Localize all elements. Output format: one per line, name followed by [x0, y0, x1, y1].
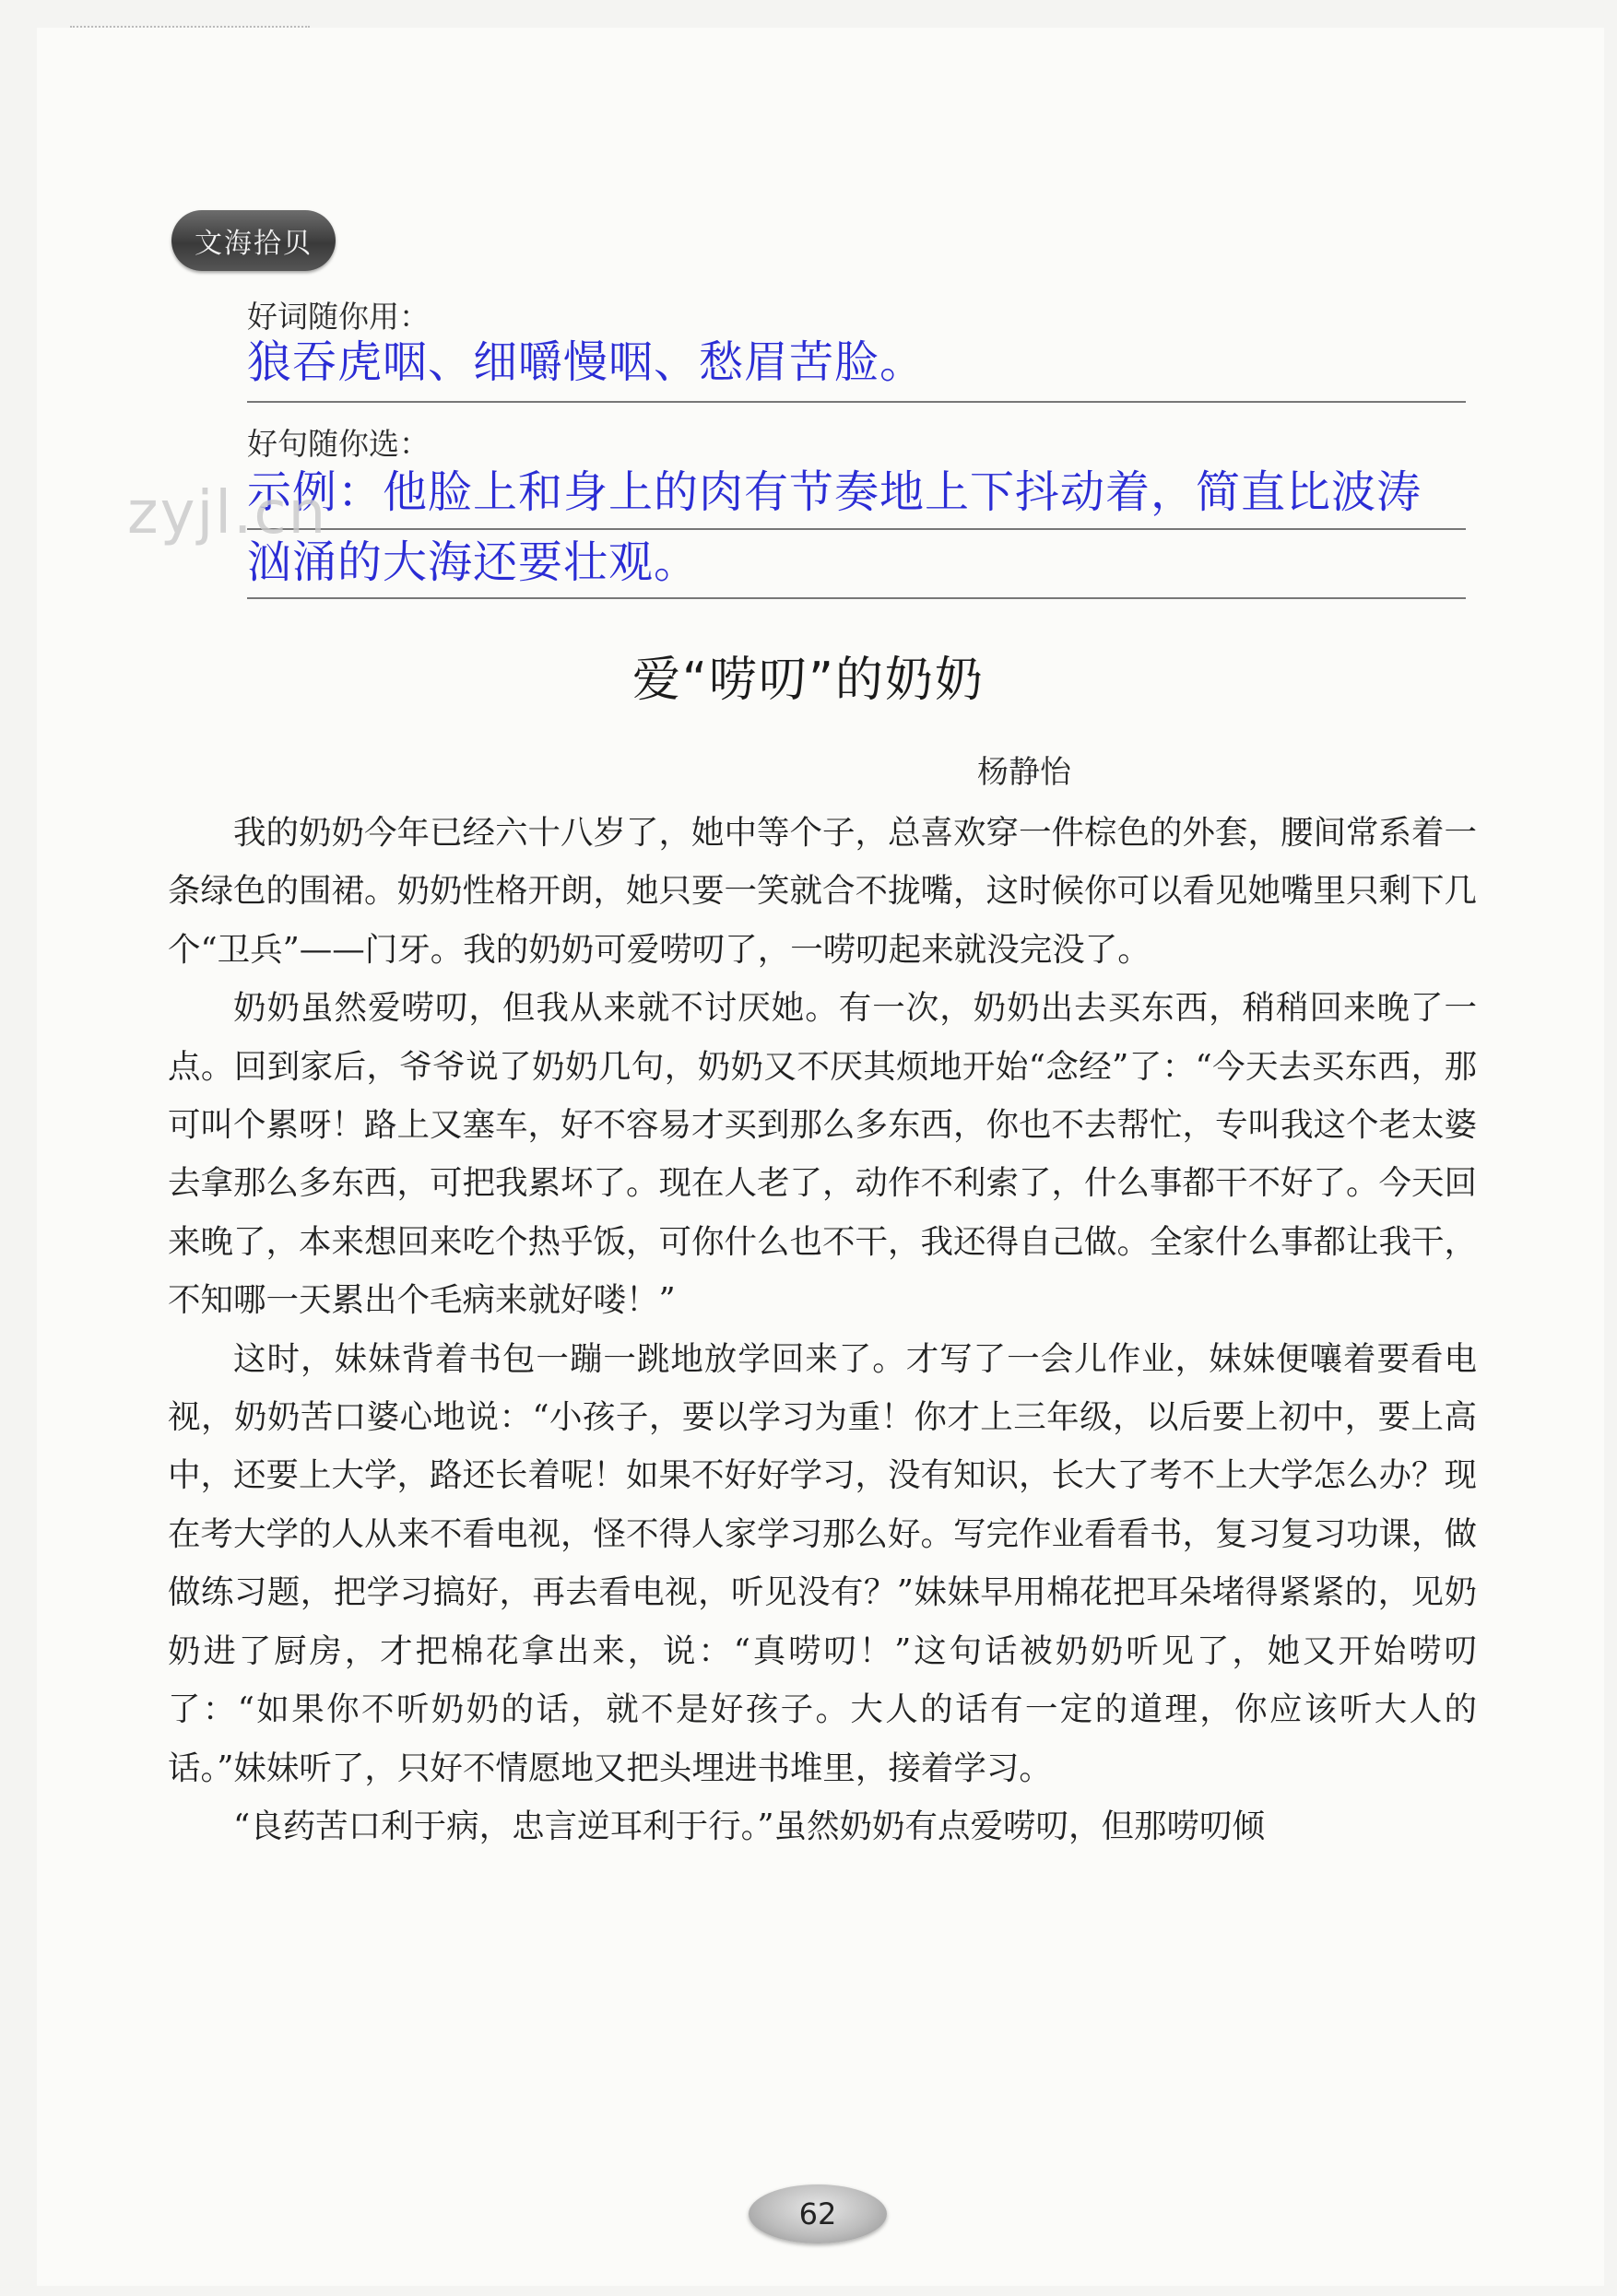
- article-paragraph: 这时，妹妹背着书包一蹦一跳地放学回来了。才写了一会儿作业，妹妹便嚷着要看电视，奶奶苦口婆心地说：“小孩子，要以学习为重！你才上三年级，以后要上初中，要上高中，还要上大学，路还长着呢！如果不好好学习，没有知识，长大了考不上大学怎么办？现在考大学的人从来不看电视，怪不得人家学习那么好。写完作业看看书，复习复习功课，做做练习题，把学习搞好，再去看电视，听见没有？”妹妹早用棉花把耳朵堵得紧紧的，见奶奶进了厨房，才把棉花拿出来，说：“真唠叨！”这句话被奶奶听见了，她又开始唠叨了：“如果你不听奶奶的话，就不是好孩子。大人的话有一定的道理，你应该听大人的话。”妹妹听了，只好不情愿地又把头埋进书堆里，接着学习。: [168, 1339, 1478, 1787]
- page-number: 62: [749, 2184, 887, 2243]
- scan-corner-mark: [70, 26, 310, 33]
- article-paragraph: “良药苦口利于病，忠言逆耳利于行。”虽然奶奶有点爱唠叨，但那唠叨倾: [233, 1807, 1266, 1845]
- good-words-label: 好词随你用：: [247, 299, 430, 335]
- good-sentences-answer-line-2: [247, 597, 1466, 599]
- good-sentences-answer: 示例：他脸上和身上的肉有节奏地上下抖动着，简直比波涛汹涌的大海还要壮观。: [247, 466, 1422, 588]
- good-words-answer: 狼吞虎咽、细嚼慢咽、愁眉苦脸。: [247, 336, 926, 388]
- article-title: 爱“唠叨”的奶奶: [632, 653, 985, 708]
- article-author: 杨静怡: [977, 754, 1071, 791]
- article-paragraph: 奶奶虽然爱唠叨，但我从来就不讨厌她。有一次，奶奶出去买东西，稍稍回来晚了一点。回到家后，爷爷说了奶奶几句，奶奶又不厌其烦地开始“念经”了：“今天去买东西，那可叫个累呀！路上又塞车，好不容易才买到那么多东西，你也不去帮忙，专叫我这个老太婆去拿那么多东西，可把我累坏了。现在人老了，动作不利索了，什么事都干不好了。今天回来晚了，本来想回来吃个热乎饭，可你什么也不干，我还得自己做。全家什么事都让我干，不知哪一天累出个毛病来就好喽！”: [168, 989, 1478, 1320]
- article-paragraph: 我的奶奶今年已经六十八岁了，她中等个子，总喜欢穿一件棕色的外套，腰间常系着一条绿色的围裙。奶奶性格开朗，她只要一笑就合不拢嘴，这时候你可以看见她嘴里只剩下几个“卫兵”——门牙。我的奶奶可爱唠叨了，一唠叨起来就没完没了。: [168, 814, 1478, 969]
- good-sentences-answer-line-1: [247, 528, 1466, 530]
- article-body: [168, 804, 1477, 1855]
- section-badge: 文海拾贝: [171, 210, 336, 271]
- good-sentences-label: 好句随你选：: [247, 426, 430, 462]
- good-words-answer-line: [247, 401, 1466, 403]
- watermark: zyjl.cn: [127, 479, 328, 548]
